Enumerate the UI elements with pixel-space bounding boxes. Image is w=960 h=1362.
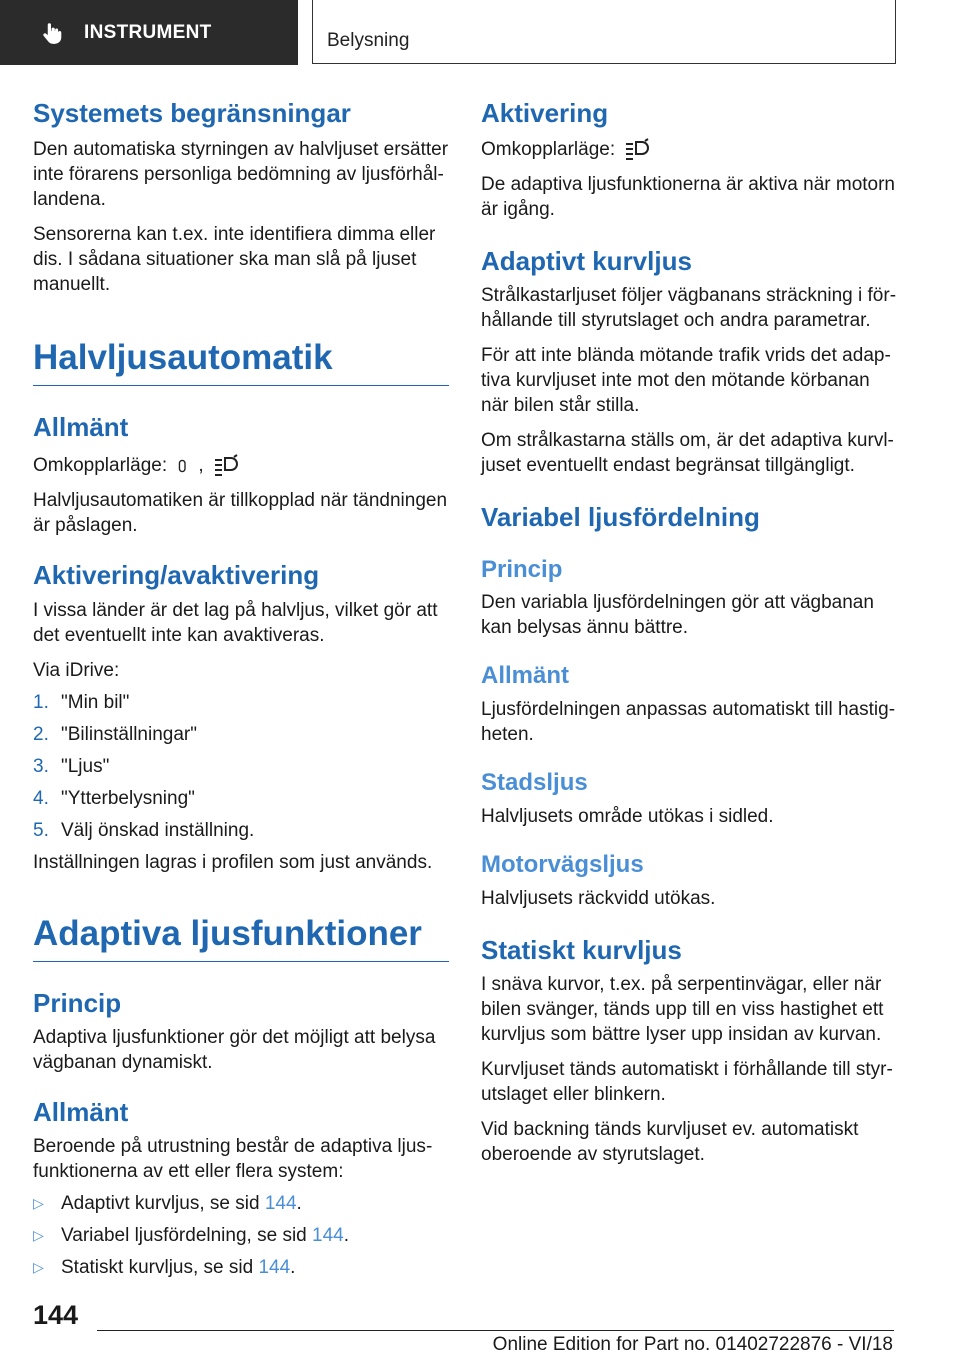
adaptive-heading: Adaptiva ljusfunktioner — [33, 913, 449, 962]
page-header — [0, 0, 960, 66]
motorway-paragraph: Halvljusets räckvidd utökas. — [481, 887, 716, 909]
chapter-tab-label: INSTRUMENT — [84, 21, 212, 43]
chapter-tab[interactable] — [0, 0, 298, 65]
footer-divider — [97, 1330, 894, 1331]
low-beam-auto-icon — [176, 454, 194, 478]
list-item: 1. "Min bil" — [33, 691, 130, 713]
general-paragraph: Halvljusautomatiken är tillkopplad när tändningen är påslagen. — [33, 490, 448, 537]
hand-pointer-icon — [38, 20, 64, 46]
stored-paragraph: Inställningen lagras i profilen som just används. — [33, 851, 433, 873]
adaptive-curve-paragraph-2: För att inte blända mötande trafik vrids det adaptiva kurvljuset inte mot den mötande körbanan när bilen står stilla. — [481, 345, 891, 417]
switch-line — [33, 453, 449, 478]
auto-heading: Halvljusautomatik — [33, 337, 449, 386]
switch-label: Omkopplarläge: — [481, 139, 616, 161]
page-link[interactable]: 144 — [258, 1256, 291, 1278]
page-number: 144 — [33, 1300, 79, 1330]
limits-heading: Systemets begränsningar — [33, 98, 351, 128]
activation-heading: Aktivering — [481, 98, 609, 128]
switch-separator: , — [198, 455, 204, 477]
list-item: ▷ Variabel ljusfördelning, se sid 144. — [33, 1224, 349, 1246]
systems-list — [33, 1191, 449, 1280]
general2-heading: Allmänt — [33, 1096, 129, 1127]
adaptive-curve-heading: Adaptivt kurvljus — [481, 246, 692, 277]
variable-heading: Variabel ljusfördelning — [481, 502, 760, 533]
list-item: 3. "Ljus" — [33, 755, 110, 777]
general2-paragraph: Beroende på utrustning består de adaptiva ljusfunktionerna av ett eller flera system: — [33, 1135, 433, 1182]
v-general-paragraph: Ljusfördelningen anpassas automatiskt till hastigheten. — [481, 699, 896, 746]
adaptive-curve-paragraph-3: Om strålkastarna ställs om, är det adaptiva kurvljuset eventuellt endast begränsat tillgängligt. — [481, 430, 894, 477]
act-deact-heading: Aktivering/avaktivering — [33, 560, 320, 591]
adaptive-curve-paragraph-1: Strålkastarljuset följer vägbanans sträckning i förhållande till styrutslaget och andra parametrar. — [481, 285, 897, 332]
general-heading: Allmänt — [33, 412, 129, 443]
list-item: ▷ Adaptivt kurvljus, se sid 144. — [33, 1192, 302, 1214]
page-link[interactable]: 144 — [312, 1224, 344, 1246]
via-idrive: Via iDrive: — [33, 659, 120, 681]
list-item: ▷ Statiskt kurvljus, se sid 144. — [33, 1256, 296, 1278]
switch-line — [481, 137, 897, 162]
edition-footer: Online Edition for Part no. 01402722876 - VI/18 — [492, 1334, 893, 1355]
act-deact-paragraph: I vissa länder är det lag på halvljus, vilket gör att det eventuellt inte kan avaktiveras. — [33, 599, 438, 646]
list-item: 2. "Bilinställningar" — [33, 723, 197, 745]
list-item: 4. "Ytterbelysning" — [33, 787, 195, 809]
section-tab[interactable] — [312, 0, 896, 64]
right-column — [481, 98, 897, 1167]
motorway-heading: Motorvägsljus — [481, 850, 644, 878]
principle-heading: Princip — [33, 987, 122, 1018]
principle-paragraph: Adaptiva ljusfunktioner gör det möjligt att belysa vägbanan dynamiskt. — [33, 1026, 436, 1073]
left-column — [33, 98, 449, 1280]
static-paragraph-3: Vid backning tänds kurvljuset ev. automatiskt oberoende av styrutslaget. — [481, 1118, 859, 1165]
adaptive-light-icon — [624, 138, 650, 162]
static-paragraph-1: I snäva kurvor, t.ex. på serpentinvägar, eller när bilen svänger, tänds upp till en viss hastighet ett kurvljus som bättre lyser upp insidan av kurvan. — [481, 973, 884, 1045]
city-heading: Stadsljus — [481, 769, 588, 797]
adaptive-light-icon — [213, 454, 239, 478]
list-item: 5. Välj önskad inställning. — [33, 819, 255, 841]
v-principle-heading: Princip — [481, 555, 563, 583]
v-principle-paragraph: Den variabla ljusfördelningen gör att vägbanan kan belysas ännu bättre. — [481, 592, 874, 639]
switch-label: Omkopplarläge: — [33, 455, 168, 477]
activation-paragraph: De adaptiva ljusfunktionerna är aktiva när motorn är igång. — [481, 174, 896, 221]
steps-list — [33, 690, 449, 843]
v-general-heading: Allmänt — [481, 662, 570, 690]
section-tab-label: Belysning — [327, 30, 410, 51]
limits-paragraph-1: Den automatiska styrningen av halvljuset ersätter inte förarens personliga bedömning av ljusförhållandena. — [33, 139, 449, 211]
city-paragraph: Halvljusets område utökas i sidled. — [481, 805, 774, 827]
static-heading: Statiskt kurvljus — [481, 934, 682, 965]
static-paragraph-2: Kurvljuset tänds automatiskt i förhållande till styrutslaget eller blinkern. — [481, 1058, 893, 1105]
page-link[interactable]: 144 — [264, 1192, 297, 1214]
limits-paragraph-2: Sensorerna kan t.ex. inte identifiera dimma eller dis. I sådana situationer ska man slå på ljuset manuellt. — [33, 224, 436, 296]
